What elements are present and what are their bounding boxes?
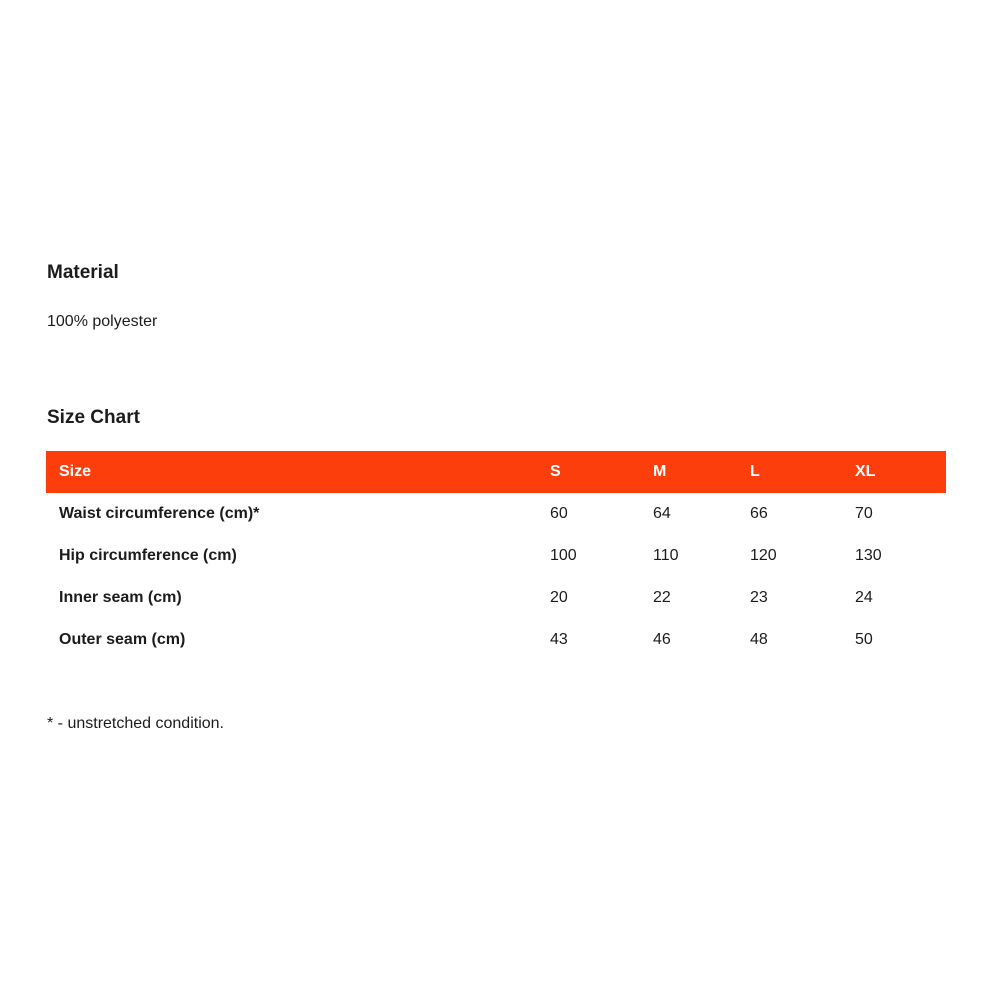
row-label: Inner seam (cm)	[59, 589, 182, 606]
cell-value: 20	[550, 589, 568, 606]
cell-value: 24	[855, 589, 873, 606]
table-row-inner-seam	[46, 577, 946, 619]
cell-value: 43	[550, 631, 568, 648]
size-chart-heading: Size Chart	[47, 407, 140, 428]
size-table-header-row	[46, 451, 946, 493]
cell-value: 100	[550, 547, 577, 564]
size-table-header-size: Size	[46, 451, 550, 493]
cell-value: 64	[653, 505, 671, 522]
cell-value: 48	[750, 631, 768, 648]
cell-value: 46	[653, 631, 671, 648]
row-label: Waist circumference (cm)*	[59, 505, 260, 522]
size-chart-section	[0, 406, 1000, 734]
size-table-header-l: L	[750, 451, 855, 493]
cell-value: 110	[653, 547, 679, 564]
table-row-waist	[46, 493, 946, 535]
table-row-outer-seam	[46, 619, 946, 661]
cell-value: 66	[750, 505, 768, 522]
material-value: 100% polyester	[47, 313, 158, 330]
cell-value: 23	[750, 589, 768, 606]
cell-value: 22	[653, 589, 671, 606]
cell-value: 120	[750, 547, 777, 564]
cell-value: 130	[855, 547, 882, 564]
size-chart-footnote: * - unstretched condition.	[47, 715, 224, 732]
row-label: Outer seam (cm)	[59, 631, 186, 648]
table-row-hip	[46, 535, 946, 577]
material-section	[0, 0, 1000, 332]
size-table-header-xl: XL	[855, 451, 946, 493]
size-table-header-s: S	[550, 451, 653, 493]
cell-value: 50	[855, 631, 873, 648]
size-table-header-m: M	[653, 451, 750, 493]
size-chart-table	[46, 451, 946, 661]
material-heading: Material	[47, 262, 119, 283]
cell-value: 70	[855, 505, 873, 522]
cell-value: 60	[550, 505, 568, 522]
row-label: Hip circumference (cm)	[59, 547, 237, 564]
